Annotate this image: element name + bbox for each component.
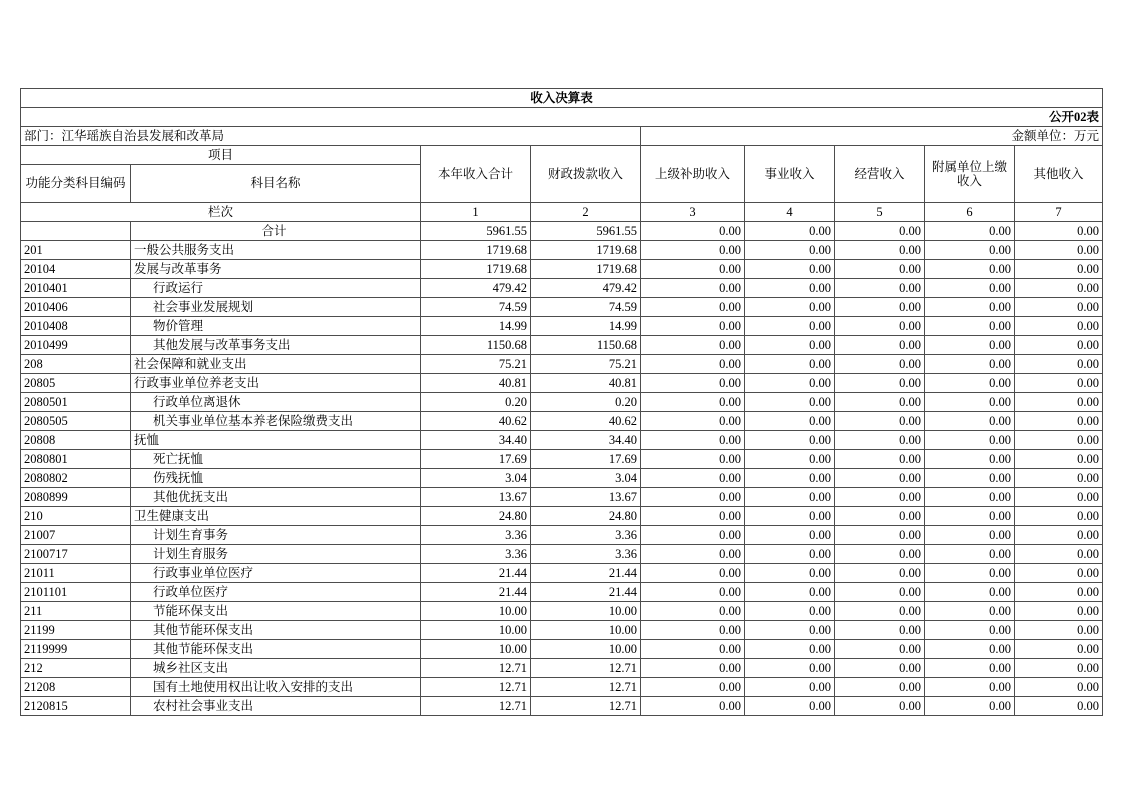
row-value-3: 0.00: [745, 431, 835, 450]
row-value-4: 0.00: [835, 507, 925, 526]
row-value-3: 0.00: [745, 260, 835, 279]
row-value-3: 0.00: [745, 298, 835, 317]
row-subject-name: 机关事业单位基本养老保险缴费支出: [131, 412, 421, 431]
row-value-4: 0.00: [835, 317, 925, 336]
col-header-code: 功能分类科目编码: [21, 165, 131, 203]
row-value-4: 0.00: [835, 336, 925, 355]
row-value-3: 0.00: [745, 488, 835, 507]
table-row: [21, 697, 1103, 716]
department-label: 部门：江华瑶族自治县发展和改革局: [21, 127, 641, 146]
row-value-4: 0.00: [835, 488, 925, 507]
table-row: [21, 640, 1103, 659]
row-code: 2010406: [21, 298, 131, 317]
row-value-6: 0.00: [1015, 431, 1103, 450]
col-header-6: 其他收入: [1015, 146, 1103, 203]
row-code: 21199: [21, 621, 131, 640]
row-value-2: 0.00: [641, 659, 745, 678]
row-value-2: 0.00: [641, 602, 745, 621]
row-value-4: 0.00: [835, 298, 925, 317]
row-value-1: 3.04: [531, 469, 641, 488]
row-value-4: 0.00: [835, 393, 925, 412]
total-value-6: 0.00: [1015, 222, 1103, 241]
table-row: [21, 393, 1103, 412]
row-subject-name: 其他节能环保支出: [131, 621, 421, 640]
row-value-4: 0.00: [835, 621, 925, 640]
row-code: 2120815: [21, 697, 131, 716]
row-value-0: 10.00: [421, 640, 531, 659]
row-value-3: 0.00: [745, 621, 835, 640]
table-row: [21, 545, 1103, 564]
row-value-2: 0.00: [641, 260, 745, 279]
row-subject-name: 抚恤: [131, 431, 421, 450]
row-value-1: 10.00: [531, 621, 641, 640]
row-subject-name: 行政单位离退休: [131, 393, 421, 412]
row-value-6: 0.00: [1015, 279, 1103, 298]
total-value-5: 0.00: [925, 222, 1015, 241]
table-row: [21, 260, 1103, 279]
table-row: [21, 488, 1103, 507]
row-value-3: 0.00: [745, 374, 835, 393]
col-number-0: 1: [421, 203, 531, 222]
row-value-1: 12.71: [531, 697, 641, 716]
row-value-2: 0.00: [641, 697, 745, 716]
row-value-5: 0.00: [925, 431, 1015, 450]
row-code: 20805: [21, 374, 131, 393]
row-value-4: 0.00: [835, 355, 925, 374]
row-code: 211: [21, 602, 131, 621]
row-value-5: 0.00: [925, 412, 1015, 431]
table-row: [21, 602, 1103, 621]
row-value-1: 1719.68: [531, 241, 641, 260]
row-value-4: 0.00: [835, 697, 925, 716]
row-value-2: 0.00: [641, 678, 745, 697]
total-label: 合计: [131, 222, 421, 241]
row-value-2: 0.00: [641, 317, 745, 336]
row-value-0: 3.04: [421, 469, 531, 488]
public-label-row: [21, 108, 1103, 127]
row-subject-name: 卫生健康支出: [131, 507, 421, 526]
row-value-5: 0.00: [925, 241, 1015, 260]
table-row: [21, 450, 1103, 469]
row-value-4: 0.00: [835, 469, 925, 488]
row-value-0: 40.62: [421, 412, 531, 431]
row-value-4: 0.00: [835, 431, 925, 450]
row-value-6: 0.00: [1015, 260, 1103, 279]
row-value-3: 0.00: [745, 564, 835, 583]
row-value-4: 0.00: [835, 659, 925, 678]
row-value-5: 0.00: [925, 678, 1015, 697]
total-value-3: 0.00: [745, 222, 835, 241]
row-code: 2080801: [21, 450, 131, 469]
row-value-0: 74.59: [421, 298, 531, 317]
table-row: [21, 564, 1103, 583]
row-value-0: 21.44: [421, 564, 531, 583]
row-value-1: 12.71: [531, 678, 641, 697]
table-row: [21, 659, 1103, 678]
row-value-1: 13.67: [531, 488, 641, 507]
total-value-0: 5961.55: [421, 222, 531, 241]
row-code: 21208: [21, 678, 131, 697]
col-header-3: 事业收入: [745, 146, 835, 203]
total-value-1: 5961.55: [531, 222, 641, 241]
row-value-1: 14.99: [531, 317, 641, 336]
table-row: [21, 507, 1103, 526]
row-value-1: 479.42: [531, 279, 641, 298]
page-title: 收入决算表: [21, 89, 1103, 108]
row-value-3: 0.00: [745, 279, 835, 298]
row-value-6: 0.00: [1015, 621, 1103, 640]
row-value-5: 0.00: [925, 298, 1015, 317]
blank-cell: [21, 108, 641, 127]
row-subject-name: 节能环保支出: [131, 602, 421, 621]
row-value-1: 21.44: [531, 583, 641, 602]
row-value-0: 12.71: [421, 678, 531, 697]
row-subject-name: 行政事业单位养老支出: [131, 374, 421, 393]
row-subject-name: 计划生育事务: [131, 526, 421, 545]
col-header-name: 科目名称: [131, 165, 421, 203]
row-code: 2010401: [21, 279, 131, 298]
row-value-2: 0.00: [641, 583, 745, 602]
table-row: [21, 298, 1103, 317]
col-header-5: 附属单位上缴收入: [925, 146, 1015, 203]
row-value-4: 0.00: [835, 526, 925, 545]
row-subject-name: 其他优抚支出: [131, 488, 421, 507]
total-value-4: 0.00: [835, 222, 925, 241]
row-value-2: 0.00: [641, 450, 745, 469]
row-code: 2080501: [21, 393, 131, 412]
row-value-0: 3.36: [421, 545, 531, 564]
row-value-5: 0.00: [925, 583, 1015, 602]
row-value-6: 0.00: [1015, 526, 1103, 545]
row-value-4: 0.00: [835, 279, 925, 298]
column-number-row: [21, 203, 1103, 222]
row-value-4: 0.00: [835, 412, 925, 431]
row-value-4: 0.00: [835, 545, 925, 564]
row-value-1: 34.40: [531, 431, 641, 450]
row-value-2: 0.00: [641, 621, 745, 640]
department-row: [21, 127, 1103, 146]
row-code: 2101101: [21, 583, 131, 602]
row-subject-name: 行政运行: [131, 279, 421, 298]
row-value-2: 0.00: [641, 336, 745, 355]
row-value-5: 0.00: [925, 640, 1015, 659]
row-value-0: 10.00: [421, 621, 531, 640]
row-value-2: 0.00: [641, 469, 745, 488]
row-value-6: 0.00: [1015, 393, 1103, 412]
row-value-4: 0.00: [835, 450, 925, 469]
row-value-2: 0.00: [641, 279, 745, 298]
row-value-2: 0.00: [641, 640, 745, 659]
table-row: [21, 621, 1103, 640]
table-row: [21, 279, 1103, 298]
col-number-3: 4: [745, 203, 835, 222]
table-row: [21, 431, 1103, 450]
row-value-2: 0.00: [641, 488, 745, 507]
col-number-5: 6: [925, 203, 1015, 222]
row-subject-name: 国有土地使用权出让收入安排的支出: [131, 678, 421, 697]
row-value-1: 21.44: [531, 564, 641, 583]
row-code: 21011: [21, 564, 131, 583]
row-value-6: 0.00: [1015, 545, 1103, 564]
row-value-0: 3.36: [421, 526, 531, 545]
row-value-6: 0.00: [1015, 507, 1103, 526]
row-value-6: 0.00: [1015, 412, 1103, 431]
row-value-0: 14.99: [421, 317, 531, 336]
row-value-1: 74.59: [531, 298, 641, 317]
row-value-5: 0.00: [925, 621, 1015, 640]
row-value-3: 0.00: [745, 526, 835, 545]
row-code: 2080505: [21, 412, 131, 431]
row-value-0: 479.42: [421, 279, 531, 298]
row-value-1: 1150.68: [531, 336, 641, 355]
row-value-6: 0.00: [1015, 564, 1103, 583]
table-row: [21, 412, 1103, 431]
row-value-0: 12.71: [421, 659, 531, 678]
row-value-1: 10.00: [531, 640, 641, 659]
row-value-6: 0.00: [1015, 469, 1103, 488]
row-value-1: 3.36: [531, 545, 641, 564]
row-value-0: 0.20: [421, 393, 531, 412]
row-value-3: 0.00: [745, 450, 835, 469]
header-group-row: [21, 146, 1103, 165]
row-value-0: 21.44: [421, 583, 531, 602]
row-value-3: 0.00: [745, 241, 835, 260]
row-value-3: 0.00: [745, 355, 835, 374]
col-header-2: 上级补助收入: [641, 146, 745, 203]
row-value-4: 0.00: [835, 583, 925, 602]
row-code: 20808: [21, 431, 131, 450]
row-value-1: 3.36: [531, 526, 641, 545]
row-label: 栏次: [21, 203, 421, 222]
row-value-6: 0.00: [1015, 697, 1103, 716]
row-value-2: 0.00: [641, 412, 745, 431]
row-code: 2010499: [21, 336, 131, 355]
row-value-2: 0.00: [641, 241, 745, 260]
row-value-6: 0.00: [1015, 583, 1103, 602]
row-code: 2119999: [21, 640, 131, 659]
row-value-3: 0.00: [745, 678, 835, 697]
row-subject-name: 其他发展与改革事务支出: [131, 336, 421, 355]
row-code: 20104: [21, 260, 131, 279]
row-code: 201: [21, 241, 131, 260]
row-value-2: 0.00: [641, 374, 745, 393]
row-value-0: 1150.68: [421, 336, 531, 355]
row-code: 2100717: [21, 545, 131, 564]
budget-table: [20, 88, 1103, 716]
col-header-0: 本年收入合计: [421, 146, 531, 203]
row-value-3: 0.00: [745, 412, 835, 431]
row-value-5: 0.00: [925, 260, 1015, 279]
row-value-1: 75.21: [531, 355, 641, 374]
row-value-5: 0.00: [925, 374, 1015, 393]
row-value-4: 0.00: [835, 260, 925, 279]
row-value-1: 0.20: [531, 393, 641, 412]
row-subject-name: 行政单位医疗: [131, 583, 421, 602]
row-subject-name: 城乡社区支出: [131, 659, 421, 678]
row-value-6: 0.00: [1015, 602, 1103, 621]
col-number-6: 7: [1015, 203, 1103, 222]
row-value-0: 1719.68: [421, 260, 531, 279]
row-value-1: 12.71: [531, 659, 641, 678]
table-row-total: [21, 222, 1103, 241]
row-value-3: 0.00: [745, 393, 835, 412]
table-row: [21, 469, 1103, 488]
row-value-6: 0.00: [1015, 659, 1103, 678]
row-value-5: 0.00: [925, 279, 1015, 298]
row-value-6: 0.00: [1015, 374, 1103, 393]
row-value-2: 0.00: [641, 526, 745, 545]
row-value-0: 24.80: [421, 507, 531, 526]
row-subject-name: 伤残抚恤: [131, 469, 421, 488]
row-value-2: 0.00: [641, 431, 745, 450]
row-value-3: 0.00: [745, 545, 835, 564]
col-number-2: 3: [641, 203, 745, 222]
table-row: [21, 355, 1103, 374]
row-value-5: 0.00: [925, 545, 1015, 564]
row-value-2: 0.00: [641, 564, 745, 583]
total-code-cell: [21, 222, 131, 241]
row-value-3: 0.00: [745, 507, 835, 526]
row-value-5: 0.00: [925, 697, 1015, 716]
row-value-5: 0.00: [925, 526, 1015, 545]
public-table-number: 公开02表: [641, 108, 1103, 127]
row-value-6: 0.00: [1015, 241, 1103, 260]
row-code: 2080802: [21, 469, 131, 488]
row-value-6: 0.00: [1015, 488, 1103, 507]
row-value-3: 0.00: [745, 602, 835, 621]
row-value-4: 0.00: [835, 602, 925, 621]
row-value-2: 0.00: [641, 355, 745, 374]
row-subject-name: 其他节能环保支出: [131, 640, 421, 659]
row-subject-name: 一般公共服务支出: [131, 241, 421, 260]
col-number-1: 2: [531, 203, 641, 222]
row-value-1: 40.62: [531, 412, 641, 431]
row-subject-name: 物价管理: [131, 317, 421, 336]
row-subject-name: 死亡抚恤: [131, 450, 421, 469]
amount-unit-label: 金额单位：万元: [641, 127, 1103, 146]
row-code: 212: [21, 659, 131, 678]
row-value-5: 0.00: [925, 336, 1015, 355]
col-number-4: 5: [835, 203, 925, 222]
row-value-6: 0.00: [1015, 298, 1103, 317]
row-value-5: 0.00: [925, 488, 1015, 507]
row-value-6: 0.00: [1015, 640, 1103, 659]
row-value-3: 0.00: [745, 336, 835, 355]
row-value-1: 1719.68: [531, 260, 641, 279]
row-value-3: 0.00: [745, 697, 835, 716]
row-value-3: 0.00: [745, 659, 835, 678]
row-code: 208: [21, 355, 131, 374]
row-subject-name: 社会保障和就业支出: [131, 355, 421, 374]
row-value-0: 12.71: [421, 697, 531, 716]
table-row: [21, 241, 1103, 260]
table-row: [21, 678, 1103, 697]
row-value-0: 40.81: [421, 374, 531, 393]
row-value-3: 0.00: [745, 640, 835, 659]
row-code: 21007: [21, 526, 131, 545]
row-value-5: 0.00: [925, 564, 1015, 583]
row-value-2: 0.00: [641, 298, 745, 317]
row-code: 210: [21, 507, 131, 526]
row-value-4: 0.00: [835, 374, 925, 393]
row-value-6: 0.00: [1015, 317, 1103, 336]
row-subject-name: 社会事业发展规划: [131, 298, 421, 317]
table-row: [21, 336, 1103, 355]
table-body: [21, 241, 1103, 716]
row-value-4: 0.00: [835, 564, 925, 583]
row-subject-name: 农村社会事业支出: [131, 697, 421, 716]
row-code: 2010408: [21, 317, 131, 336]
row-value-5: 0.00: [925, 659, 1015, 678]
col-header-4: 经营收入: [835, 146, 925, 203]
row-subject-name: 发展与改革事务: [131, 260, 421, 279]
row-value-5: 0.00: [925, 469, 1015, 488]
table-row: [21, 583, 1103, 602]
row-value-6: 0.00: [1015, 678, 1103, 697]
item-group-header: 项目: [21, 146, 421, 165]
row-value-1: 24.80: [531, 507, 641, 526]
row-value-0: 1719.68: [421, 241, 531, 260]
row-value-0: 34.40: [421, 431, 531, 450]
row-value-5: 0.00: [925, 507, 1015, 526]
row-value-5: 0.00: [925, 355, 1015, 374]
row-value-0: 75.21: [421, 355, 531, 374]
row-value-4: 0.00: [835, 640, 925, 659]
row-value-3: 0.00: [745, 583, 835, 602]
row-code: 2080899: [21, 488, 131, 507]
total-value-2: 0.00: [641, 222, 745, 241]
row-value-3: 0.00: [745, 317, 835, 336]
row-value-0: 17.69: [421, 450, 531, 469]
row-value-1: 40.81: [531, 374, 641, 393]
row-value-6: 0.00: [1015, 355, 1103, 374]
row-value-5: 0.00: [925, 393, 1015, 412]
row-subject-name: 行政事业单位医疗: [131, 564, 421, 583]
col-header-1: 财政拨款收入: [531, 146, 641, 203]
row-value-5: 0.00: [925, 317, 1015, 336]
table-row: [21, 374, 1103, 393]
row-value-3: 0.00: [745, 469, 835, 488]
row-value-2: 0.00: [641, 393, 745, 412]
table-row: [21, 526, 1103, 545]
row-value-1: 10.00: [531, 602, 641, 621]
row-subject-name: 计划生育服务: [131, 545, 421, 564]
table-row: [21, 317, 1103, 336]
revenue-final-accounts-sheet: [20, 88, 1102, 716]
row-value-6: 0.00: [1015, 336, 1103, 355]
row-value-2: 0.00: [641, 545, 745, 564]
row-value-0: 10.00: [421, 602, 531, 621]
row-value-2: 0.00: [641, 507, 745, 526]
row-value-4: 0.00: [835, 241, 925, 260]
row-value-5: 0.00: [925, 450, 1015, 469]
title-row: [21, 89, 1103, 108]
row-value-4: 0.00: [835, 678, 925, 697]
row-value-5: 0.00: [925, 602, 1015, 621]
row-value-0: 13.67: [421, 488, 531, 507]
row-value-6: 0.00: [1015, 450, 1103, 469]
row-value-1: 17.69: [531, 450, 641, 469]
